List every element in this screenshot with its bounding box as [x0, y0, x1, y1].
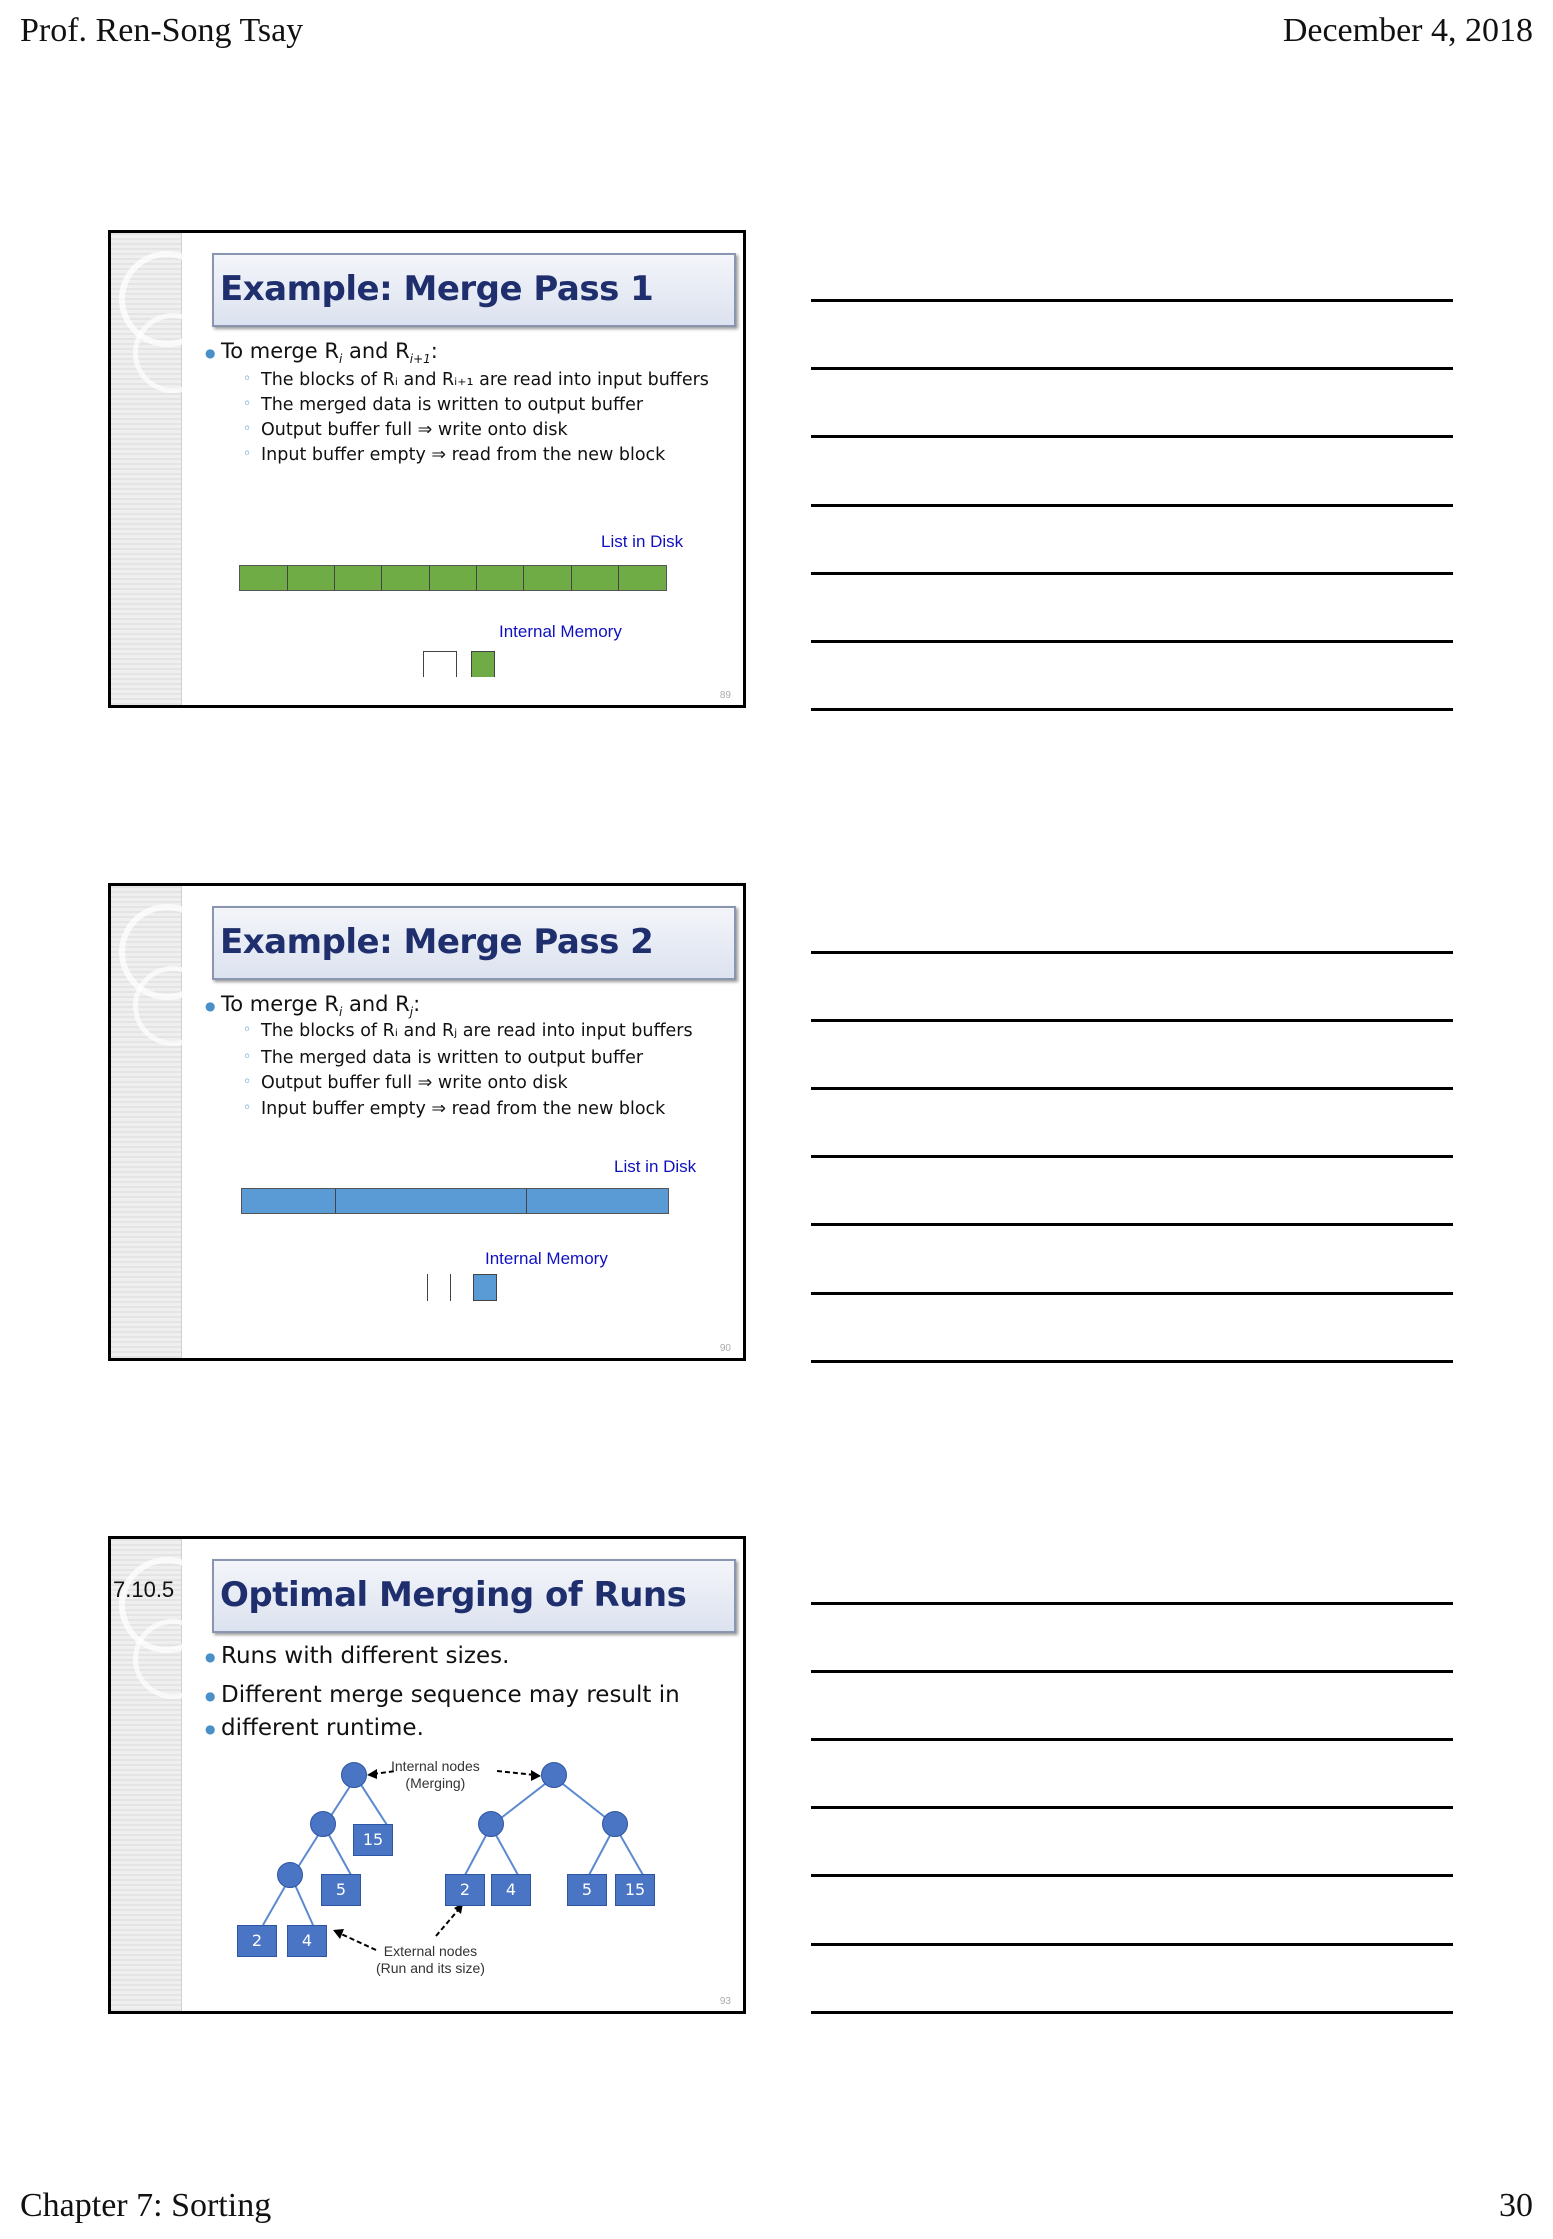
internal-nodes-label: Internal nodes (Merging) [391, 1758, 480, 1791]
slide-merge-pass-2 [108, 883, 746, 1361]
external-node: 2 [237, 1925, 277, 1957]
sub-bullet: ◦ The blocks of Rᵢ and Rᵢ₊₁ are read into input buffers [261, 370, 709, 390]
note-line [811, 1874, 1453, 1877]
note-line [811, 299, 1453, 302]
sub-bullet: ◦ Input buffer empty ⇒ read from the new block [261, 1099, 665, 1119]
note-line [811, 1360, 1453, 1363]
bullet-main: ● To merge $R_i$ and $R_j$: [221, 992, 420, 1019]
internal-node [277, 1862, 303, 1888]
note-line [811, 572, 1453, 575]
sub-bullet: ◦ The blocks of Rᵢ and Rⱼ are read into input buffers [261, 1021, 693, 1041]
internal-node [602, 1811, 628, 1837]
note-line [811, 504, 1453, 507]
sub-bullet: ◦ Input buffer empty ⇒ read from the new block [261, 445, 665, 465]
sub-bullet: ◦ Output buffer full ⇒ write onto disk [261, 420, 568, 440]
disk-label: List in Disk [614, 1157, 697, 1176]
note-line [811, 1223, 1453, 1226]
note-line [811, 1670, 1453, 1673]
memory-label: Internal Memory [499, 622, 622, 641]
note-line [811, 435, 1453, 438]
output-buffer [473, 1274, 497, 1301]
note-line [811, 1738, 1453, 1741]
slide-number: 89 [719, 690, 731, 701]
note-line [811, 367, 1453, 370]
note-line [811, 1806, 1453, 1809]
external-node: 4 [287, 1925, 327, 1957]
note-line [811, 1087, 1453, 1090]
sub-bullet: ◦ The merged data is written to output buffer [261, 395, 643, 415]
note-line [811, 1943, 1453, 1946]
date-header: December 4, 2018 [1282, 12, 1533, 49]
sub-bullet: ◦ Output buffer full ⇒ write onto disk [261, 1073, 568, 1093]
note-line [811, 640, 1453, 643]
external-node: 15 [615, 1874, 655, 1906]
slide-decoration [111, 886, 182, 1358]
internal-node [541, 1762, 567, 1788]
bullet-continuation: ● different runtime. [221, 1715, 424, 1741]
note-line [811, 1155, 1453, 1158]
note-line [811, 708, 1453, 711]
chapter-footer: Chapter 7: Sorting [20, 2187, 272, 2224]
slide-number: 93 [719, 1996, 731, 2007]
external-node: 2 [445, 1874, 485, 1906]
external-node: 15 [353, 1824, 393, 1856]
note-line [811, 1019, 1453, 1022]
note-line [811, 1602, 1453, 1605]
author-header: Prof. Ren-Song Tsay [20, 12, 304, 49]
note-line [811, 2011, 1453, 2014]
disk-label: List in Disk [601, 532, 684, 551]
bullet: ● Runs with different sizes. [221, 1643, 509, 1669]
disk-list-bar [241, 1188, 669, 1214]
external-node: 4 [491, 1874, 531, 1906]
internal-node [310, 1811, 336, 1837]
page-number: 30 [1499, 2187, 1533, 2224]
bullet: ● Different merge sequence may result in [221, 1682, 680, 1708]
memory-label: Internal Memory [485, 1249, 608, 1268]
internal-node [478, 1811, 504, 1837]
slide-optimal-merging [108, 1536, 746, 2014]
note-line [811, 951, 1453, 954]
external-node: 5 [321, 1874, 361, 1906]
input-buffer [423, 651, 457, 677]
internal-node [341, 1762, 367, 1788]
slide-title: Optimal Merging of Runs [212, 1559, 736, 1633]
slide-title: Example: Merge Pass 2 [212, 906, 736, 980]
bullet-main: ● To merge $R_i$ and $R_{i+1}$: [221, 339, 438, 366]
slide-title: Example: Merge Pass 1 [212, 253, 736, 327]
input-buffer [427, 1274, 451, 1301]
output-buffer [471, 651, 495, 677]
section-number: 7.10.5 [113, 1577, 175, 1602]
sub-bullet: ◦ The merged data is written to output buffer [261, 1048, 643, 1068]
slide-decoration [111, 233, 182, 705]
slide-merge-pass-1 [108, 230, 746, 708]
slide-number: 90 [719, 1343, 731, 1354]
external-nodes-label: External nodes (Run and its size) [376, 1943, 485, 1976]
disk-list-bar [239, 565, 667, 591]
external-node: 5 [567, 1874, 607, 1906]
note-line [811, 1292, 1453, 1295]
